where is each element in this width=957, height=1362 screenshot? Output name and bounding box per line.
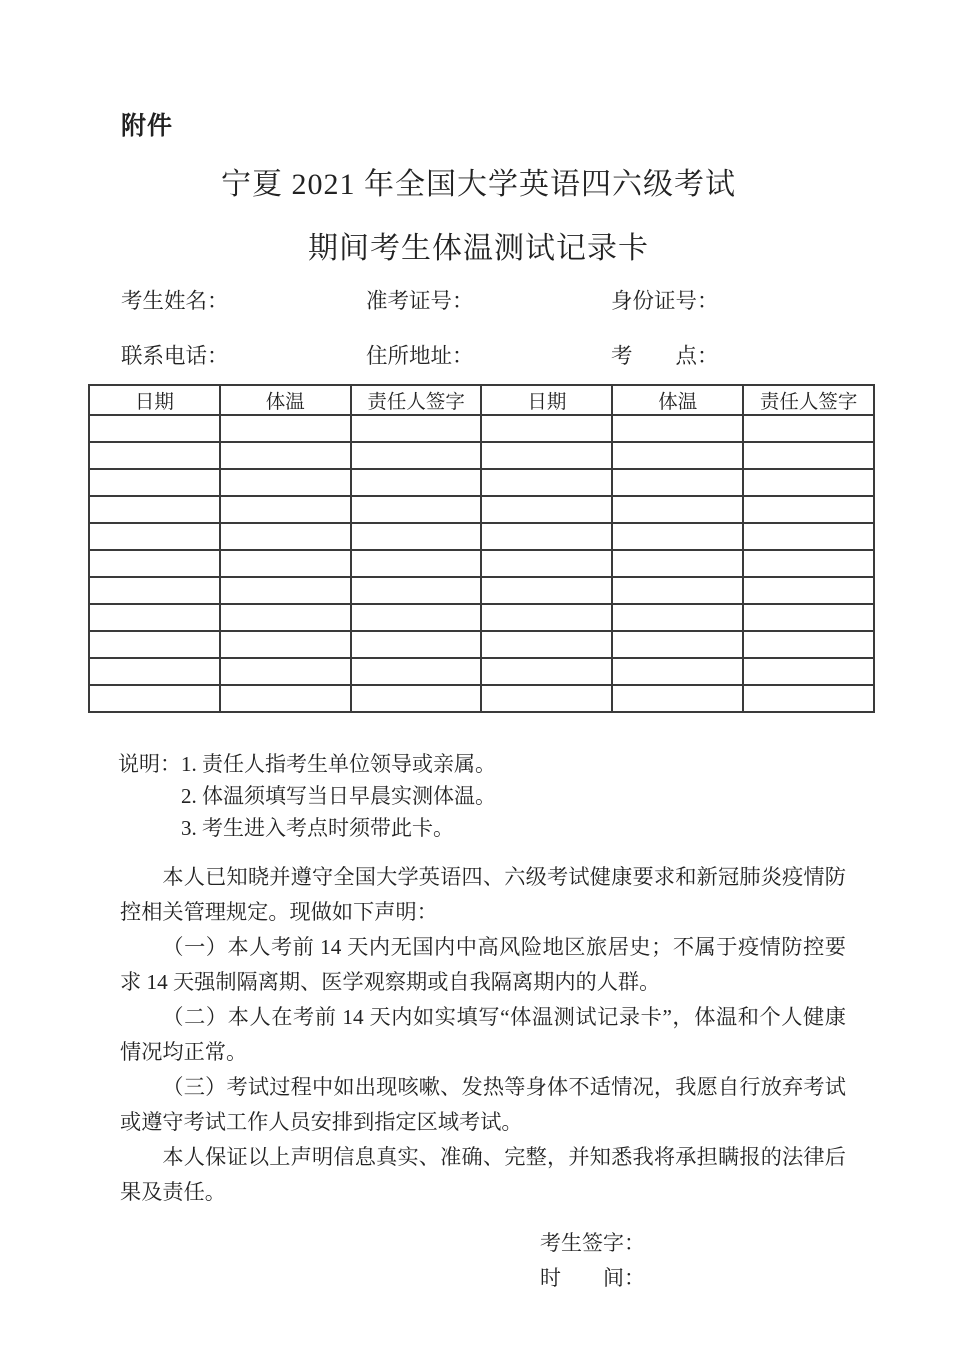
table-header-cell: 责任人签字 bbox=[743, 385, 874, 415]
field-label-id-number: 身份证号： bbox=[611, 289, 719, 313]
table-empty-cell bbox=[89, 523, 220, 550]
field-label-contact-phone: 联系电话： bbox=[121, 344, 229, 368]
table-empty-cell bbox=[743, 550, 874, 577]
temperature-record-table-wrap bbox=[88, 384, 875, 713]
table-empty-cell bbox=[220, 577, 351, 604]
table-empty-cell bbox=[89, 469, 220, 496]
table-row bbox=[89, 658, 874, 685]
table-empty-cell bbox=[220, 496, 351, 523]
table-empty-cell bbox=[743, 442, 874, 469]
field-label-candidate-name: 考生姓名： bbox=[121, 289, 229, 313]
table-empty-cell bbox=[220, 658, 351, 685]
table-empty-cell bbox=[89, 496, 220, 523]
table-empty-cell bbox=[351, 496, 482, 523]
table-empty-cell bbox=[220, 685, 351, 712]
document-title-line2: 期间考生体温测试记录卡 bbox=[308, 232, 649, 265]
table-empty-cell bbox=[481, 604, 612, 631]
declaration-item-3: （三）考试过程中如出现咳嗽、发热等身体不适情况，我愿自行放弃考试或遵守考试工作人员安排到指定区域考试。 bbox=[120, 1075, 846, 1134]
table-row bbox=[89, 604, 874, 631]
table-empty-cell bbox=[612, 604, 743, 631]
declaration-section bbox=[120, 860, 846, 1210]
note-item-2: 2. 体温须填写当日早晨实测体温。 bbox=[181, 784, 496, 808]
table-empty-cell bbox=[89, 415, 220, 442]
table-empty-cell bbox=[220, 469, 351, 496]
table-header-cell: 体温 bbox=[220, 385, 351, 415]
table-empty-cell bbox=[351, 550, 482, 577]
table-empty-cell bbox=[351, 442, 482, 469]
attachment-label: 附件 bbox=[121, 112, 174, 140]
table-row bbox=[89, 550, 874, 577]
table-row bbox=[89, 631, 874, 658]
table-empty-cell bbox=[743, 496, 874, 523]
table-empty-cell bbox=[351, 631, 482, 658]
table-empty-cell bbox=[220, 415, 351, 442]
table-row bbox=[89, 469, 874, 496]
table-header-cell: 日期 bbox=[89, 385, 220, 415]
table-empty-cell bbox=[89, 685, 220, 712]
table-empty-cell bbox=[743, 604, 874, 631]
table-empty-cell bbox=[351, 577, 482, 604]
field-label-admission-ticket-number: 准考证号： bbox=[366, 289, 474, 313]
table-empty-cell bbox=[612, 496, 743, 523]
table-empty-cell bbox=[612, 442, 743, 469]
table-empty-cell bbox=[351, 658, 482, 685]
table-empty-cell bbox=[89, 577, 220, 604]
table-row bbox=[89, 523, 874, 550]
declaration-item-2: （二）本人在考前 14 天内如实填写“体温测试记录卡”，体温和个人健康情况均正常。 bbox=[120, 1005, 846, 1064]
table-empty-cell bbox=[481, 523, 612, 550]
table-empty-cell bbox=[612, 685, 743, 712]
table-empty-cell bbox=[220, 631, 351, 658]
table-header-cell: 体温 bbox=[612, 385, 743, 415]
table-empty-cell bbox=[481, 658, 612, 685]
table-row bbox=[89, 577, 874, 604]
table-empty-cell bbox=[351, 415, 482, 442]
table-empty-cell bbox=[220, 604, 351, 631]
notes-section bbox=[118, 748, 867, 844]
table-empty-cell bbox=[481, 496, 612, 523]
declaration-guarantee: 本人保证以上声明信息真实、准确、完整，并知悉我将承担瞒报的法律后果及责任。 bbox=[120, 1145, 846, 1204]
table-empty-cell bbox=[612, 415, 743, 442]
temperature-record-table bbox=[88, 384, 875, 713]
table-empty-cell bbox=[743, 658, 874, 685]
table-empty-cell bbox=[612, 469, 743, 496]
table-empty-cell bbox=[743, 415, 874, 442]
table-row bbox=[89, 415, 874, 442]
table-header-cell: 责任人签字 bbox=[351, 385, 482, 415]
table-empty-cell bbox=[89, 604, 220, 631]
table-empty-cell bbox=[220, 442, 351, 469]
table-empty-cell bbox=[612, 550, 743, 577]
table-empty-cell bbox=[351, 523, 482, 550]
table-row bbox=[89, 442, 874, 469]
table-empty-cell bbox=[89, 658, 220, 685]
table-empty-cell bbox=[481, 469, 612, 496]
signature-date-label: 时 间： bbox=[540, 1266, 645, 1290]
table-empty-cell bbox=[89, 442, 220, 469]
table-empty-cell bbox=[743, 631, 874, 658]
declaration-intro: 本人已知晓并遵守全国大学英语四、六级考试健康要求和新冠肺炎疫情防控相关管理规定。现做如下声明： bbox=[120, 865, 846, 924]
declaration-item-1: （一）本人考前 14 天内无国内中高风险地区旅居史；不属于疫情防控要求 14 天强制隔离期、医学观察期或自我隔离期内的人群。 bbox=[120, 935, 846, 994]
table-empty-cell bbox=[481, 550, 612, 577]
table-empty-cell bbox=[481, 577, 612, 604]
table-empty-cell bbox=[612, 631, 743, 658]
table-empty-cell bbox=[743, 577, 874, 604]
fields-row-2 bbox=[121, 343, 877, 370]
document-title-line1: 宁夏 2021 年全国大学英语四六级考试 bbox=[221, 168, 736, 201]
table-body bbox=[89, 415, 874, 712]
table-header-cell: 日期 bbox=[481, 385, 612, 415]
table-row bbox=[89, 496, 874, 523]
note-item-1: 1. 责任人指考生单位领导或亲属。 bbox=[181, 752, 496, 776]
table-empty-cell bbox=[481, 415, 612, 442]
table-empty-cell bbox=[481, 631, 612, 658]
candidate-signature-label: 考生签字： bbox=[540, 1231, 645, 1255]
table-empty-cell bbox=[89, 631, 220, 658]
table-header-row-group bbox=[89, 385, 874, 415]
table-empty-cell bbox=[351, 469, 482, 496]
table-header-row bbox=[89, 385, 874, 415]
table-empty-cell bbox=[220, 523, 351, 550]
note-item-3: 3. 考生进入考点时须带此卡。 bbox=[181, 816, 454, 840]
fields-row-1 bbox=[121, 288, 877, 315]
table-empty-cell bbox=[743, 685, 874, 712]
table-empty-cell bbox=[612, 577, 743, 604]
table-empty-cell bbox=[220, 550, 351, 577]
notes-label: 说明： bbox=[118, 752, 181, 776]
table-empty-cell bbox=[612, 523, 743, 550]
table-empty-cell bbox=[351, 685, 482, 712]
table-empty-cell bbox=[481, 442, 612, 469]
table-empty-cell bbox=[612, 658, 743, 685]
table-empty-cell bbox=[351, 604, 482, 631]
table-empty-cell bbox=[481, 685, 612, 712]
table-empty-cell bbox=[89, 550, 220, 577]
table-empty-cell bbox=[743, 523, 874, 550]
signature-block bbox=[540, 1226, 645, 1296]
table-empty-cell bbox=[743, 469, 874, 496]
notes-items bbox=[181, 748, 867, 844]
table-row bbox=[89, 685, 874, 712]
field-label-exam-site: 考 点： bbox=[611, 344, 719, 368]
field-label-home-address: 住所地址： bbox=[366, 344, 474, 368]
